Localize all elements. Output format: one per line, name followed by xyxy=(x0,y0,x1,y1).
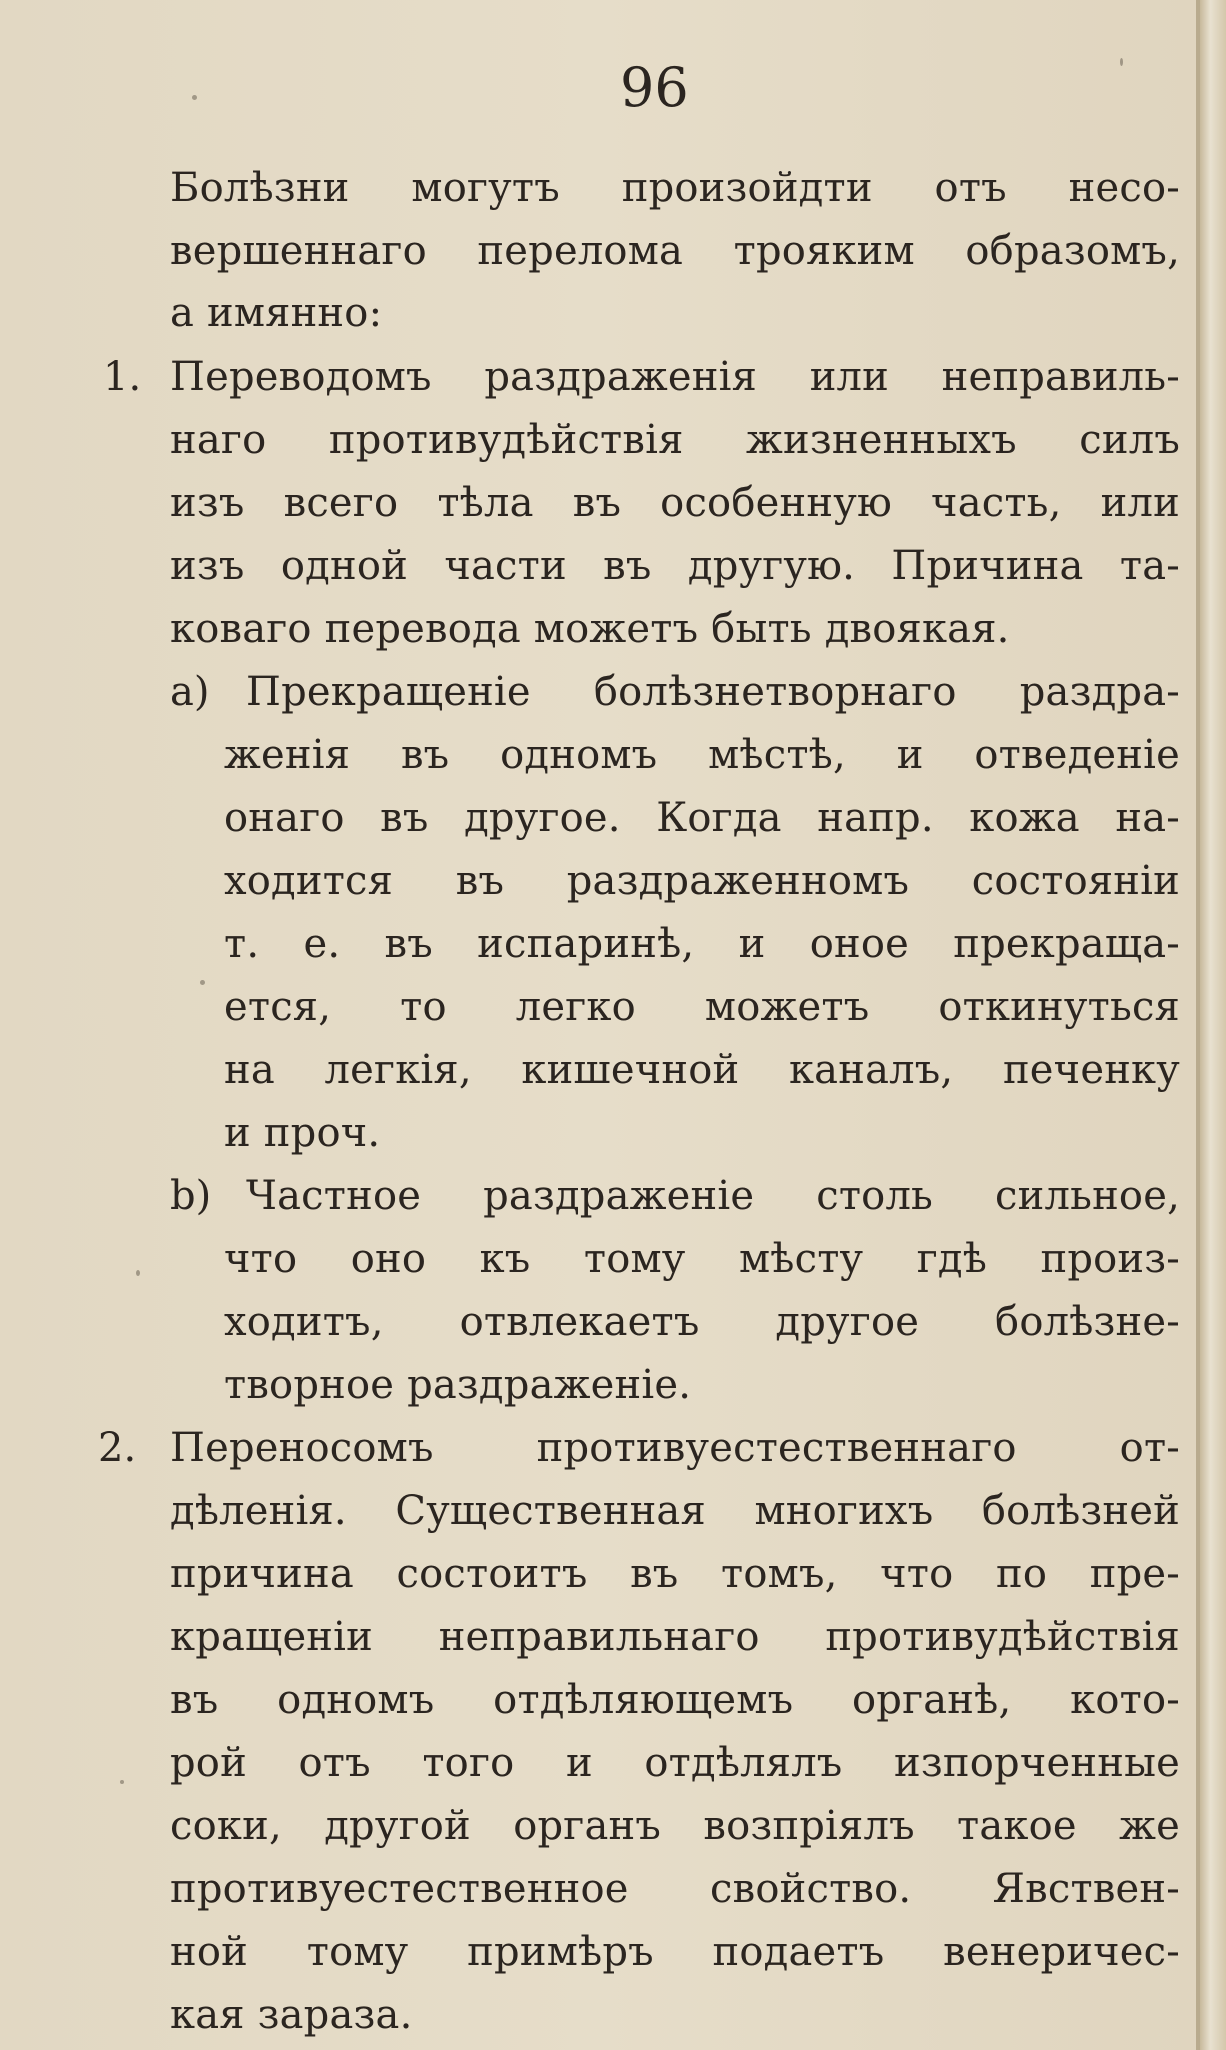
page-number: 96 xyxy=(620,56,689,119)
list-marker: 1. xyxy=(103,354,142,400)
paper-speck xyxy=(1120,58,1123,66)
text-line: противуестественное свойство. Явствен- xyxy=(170,1866,1180,1912)
paper-speck xyxy=(120,1780,124,1784)
text-line: наго противудѣйствія жизненныхъ силъ xyxy=(170,417,1180,463)
text-line: ходитъ, отвлекаетъ другое болѣзне- xyxy=(224,1299,1180,1345)
paper-speck xyxy=(192,95,197,100)
text-line: ходится въ раздраженномъ состояніи xyxy=(224,858,1180,904)
text-line: ется, то легко можетъ откинуться xyxy=(224,984,1180,1030)
text-line: Прекращеніе болѣзнетворнаго раздра- xyxy=(246,669,1180,715)
text-line: изъ всего тѣла въ особенную часть, или xyxy=(170,480,1180,526)
text-line: коваго перевода можетъ быть двоякая. xyxy=(170,606,1010,652)
text-line: въ одномъ отдѣляющемъ органѣ, кото- xyxy=(170,1677,1180,1723)
text-line: кая зараза. xyxy=(170,1992,413,2038)
text-line: что оно къ тому мѣсту гдѣ произ- xyxy=(224,1236,1180,1282)
sublist-marker: а) xyxy=(170,669,210,715)
text-line: т. е. въ испаринѣ, и оное прекраща- xyxy=(224,921,1180,967)
text-line: Болѣзни могутъ произойдти отъ несо- xyxy=(170,165,1180,211)
text-line: причина состоитъ въ томъ, что по пре- xyxy=(170,1551,1180,1597)
text-line: рой отъ того и отдѣлялъ изпорченные xyxy=(170,1740,1180,1786)
text-line: и проч. xyxy=(224,1110,381,1156)
text-line: Переводомъ раздраженія или неправиль- xyxy=(170,354,1180,400)
text-line: онаго въ другое. Когда напр. кожа на- xyxy=(224,795,1180,841)
text-line: кращеніи неправильнаго противудѣйствія xyxy=(170,1614,1180,1660)
text-line: дѣленія. Существенная многихъ болѣзней xyxy=(170,1488,1180,1534)
text-line: женія въ одномъ мѣстѣ, и отведеніе xyxy=(224,732,1180,778)
paper-speck xyxy=(200,980,205,985)
text-line: ной тому примѣръ подаетъ венеричес- xyxy=(170,1929,1180,1975)
text-line: Частное раздраженіе столь сильное, xyxy=(246,1173,1180,1219)
text-line: творное раздраженіе. xyxy=(224,1362,692,1408)
text-line: на легкія, кишечной каналъ, печенку xyxy=(224,1047,1180,1093)
page-edge xyxy=(1200,0,1226,2050)
paper-speck xyxy=(136,1270,140,1276)
text-line: изъ одной части въ другую. Причина та- xyxy=(170,543,1180,589)
sublist-marker: b) xyxy=(170,1173,212,1219)
text-line: а имянно: xyxy=(170,290,383,336)
text-line: соки, другой органъ возпріялъ такое же xyxy=(170,1803,1180,1849)
text-line: вершеннаго перелома трояким образомъ, xyxy=(170,228,1180,274)
list-marker: 2. xyxy=(98,1425,137,1471)
text-line: Переносомъ противуестественнаго от- xyxy=(170,1425,1180,1471)
